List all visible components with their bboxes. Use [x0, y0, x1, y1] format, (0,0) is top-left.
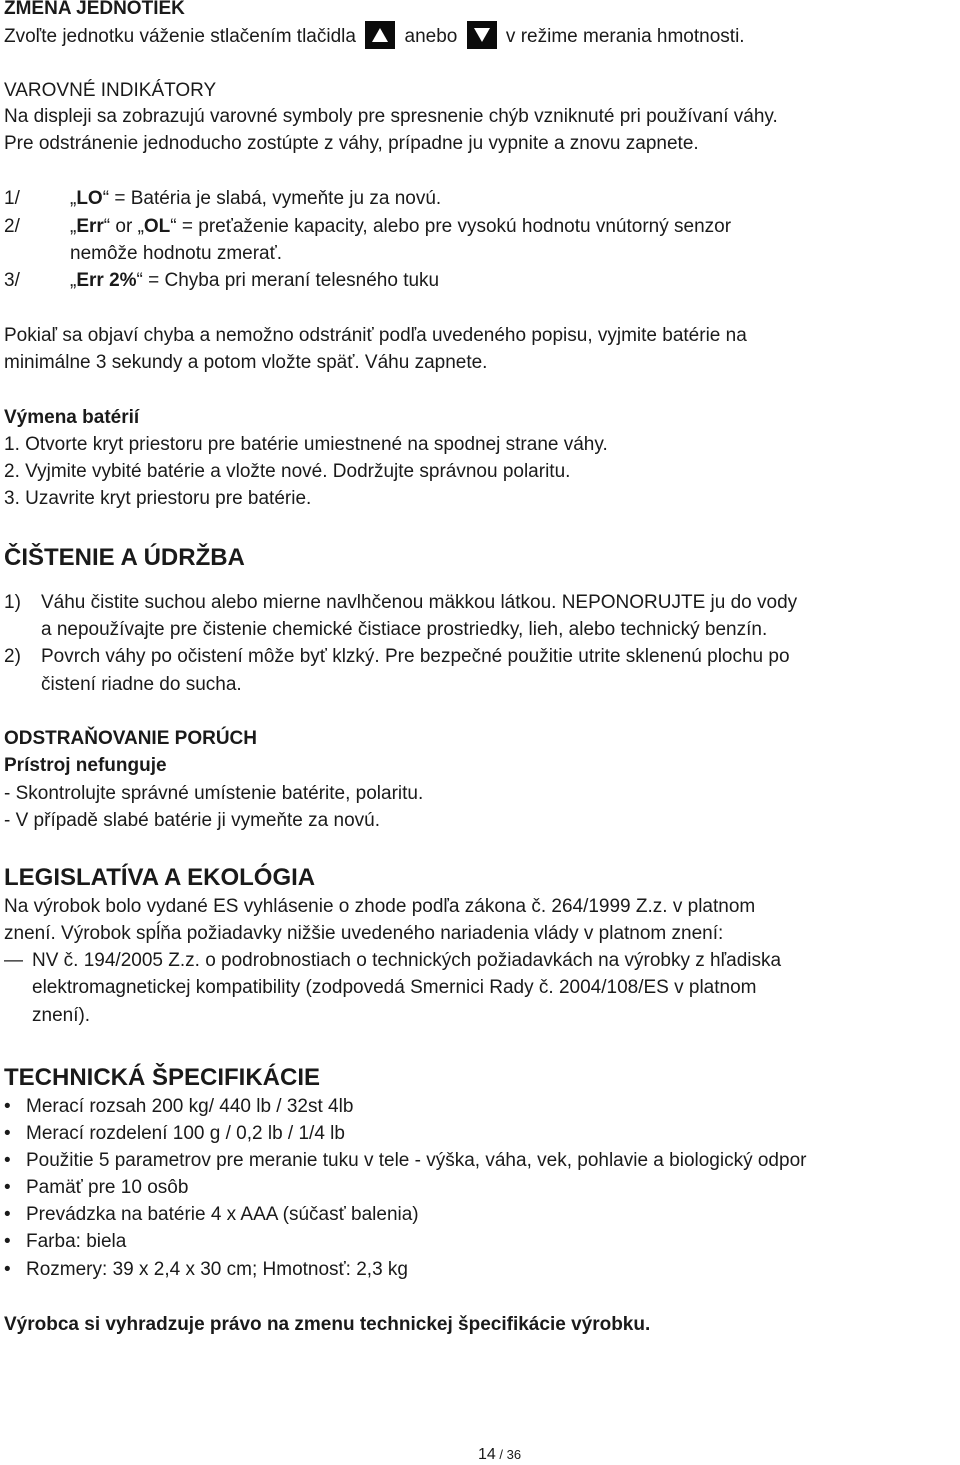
battery-heading: Výmena batérií	[4, 407, 140, 428]
warnings-note-2: minimálne 3 sekundy a potom vložte späť. Váhu zapnete.	[4, 352, 488, 373]
legislation-item	[4, 948, 781, 974]
bullet: •	[4, 1150, 11, 1171]
spec-item-text: Použitie 5 parametrov pre meranie tuku v tele - výška, váha, vek, pohlavie a biologický odpor	[26, 1150, 807, 1171]
bullet: •	[4, 1096, 11, 1117]
bullet: •	[4, 1231, 11, 1252]
warning-item-text: = Batéria je slabá, vymeňte ju za novú.	[109, 188, 442, 209]
triangle-up-icon	[365, 21, 395, 49]
units-text-after: v režime merania hmotnosti.	[505, 26, 745, 47]
cleaning-item-2-continued: čistení riadne do sucha.	[41, 674, 242, 695]
warning-item-text: = Chyba pri meraní telesného tuku	[142, 270, 440, 291]
cleaning-heading: ČIŠTENIE A ÚDRŽBA	[4, 544, 245, 571]
bullet: •	[4, 1259, 11, 1280]
units-heading: ZMENA JEDNOTIEK	[4, 0, 185, 19]
warning-item-number: 2/	[4, 216, 20, 237]
quote-open: „	[70, 188, 77, 209]
legislation-line-2: znení. Výrobok spĺňa požiadavky nižšie uvedeného nariadenia vlády v platnom znení:	[4, 923, 724, 944]
units-text-before: Zvoľte jednotku váženie stlačením tlačidla	[4, 26, 356, 47]
battery-step-2: 2. Vyjmite vybité batérie a vložte nové. Dodržujte správnou polaritu.	[4, 461, 571, 482]
warning-item-3	[4, 268, 439, 294]
spec-item-3	[4, 1148, 806, 1174]
page-separator: /	[495, 1447, 507, 1462]
triangle-down-icon	[467, 21, 497, 49]
quote-close: “	[136, 270, 143, 291]
dash-bullet: —	[4, 950, 23, 971]
spec-item-1	[4, 1094, 353, 1120]
cleaning-item-text: Povrch váhy po očistení môže byť klzký. Pre bezpečné použitie utrite sklenenú plochu po	[41, 646, 790, 667]
warnings-heading: VAROVNÉ INDIKÁTORY	[4, 80, 217, 101]
legislation-item-continued-1: elektromagnetickej kompatibility (zodpovedá Smernici Rady č. 2004/108/ES v platnom	[32, 977, 757, 998]
warning-item-2	[4, 214, 731, 240]
page-total: 36	[506, 1447, 522, 1462]
spec-item-text: Prevádzka na batérie 4 x AAA (súčasť balenia)	[26, 1204, 419, 1225]
cleaning-item-1	[4, 590, 797, 616]
troubleshooting-heading: ODSTRAŇOVANIE PORÚCH	[4, 728, 257, 749]
legislation-item-continued-2: znení).	[32, 1005, 91, 1026]
warnings-line-1: Na displeji sa zobrazujú varovné symboly pre spresnenie chýb vzniknuté pri používaní váhy.	[4, 106, 778, 127]
troubleshooting-line-1: - Skontrolujte správné umístenie batérite, polaritu.	[4, 783, 424, 804]
spec-item-4	[4, 1175, 188, 1201]
specs-disclaimer: Výrobca si vyhradzuje právo na zmenu technickej špecifikácie výrobku.	[4, 1314, 651, 1335]
troubleshooting-subheading: Prístroj nefunguje	[4, 755, 167, 776]
spec-item-text: Pamäť pre 10 osôb	[26, 1177, 189, 1198]
warning-item-1	[4, 186, 441, 212]
error-code: OL	[143, 216, 171, 237]
cleaning-item-number: 2)	[4, 646, 21, 667]
error-code: Err	[76, 216, 104, 237]
bullet: •	[4, 1123, 11, 1144]
legislation-item-text: NV č. 194/2005 Z.z. o podrobnostiach o technických požiadavkách na výrobky z hľadiska	[32, 950, 782, 971]
error-code: Err 2%	[76, 270, 137, 291]
cleaning-item-text: Váhu čistite suchou alebo mierne navlhčenou mäkkou látkou. NEPONORUJTE ju do vody	[41, 592, 798, 613]
spec-item-2	[4, 1121, 345, 1147]
page-number	[478, 1445, 521, 1465]
spec-item-5	[4, 1202, 419, 1228]
quote-close: “	[102, 188, 110, 209]
spec-item-7	[4, 1257, 408, 1283]
legislation-heading: LEGISLATÍVA A EKOLÓGIA	[4, 864, 316, 891]
cleaning-item-1-continued: a nepoužívajte pre čistenie chemické čistiace prostriedky, lieh, alebo technický benzín.	[41, 619, 768, 640]
warnings-line-2: Pre odstránenie jednoducho zostúpte z váhy, prípadne ju vypnite a znovu zapnete.	[4, 133, 699, 154]
spec-item-text: Rozmery: 39 x 2,4 x 30 cm; Hmotnosť: 2,3 kg	[26, 1259, 408, 1280]
spec-item-text: Merací rozsah 200 kg/ 440 lb / 32st 4lb	[26, 1096, 354, 1117]
warning-item-or: or	[110, 216, 138, 237]
units-text	[4, 24, 745, 50]
cleaning-item-2	[4, 644, 790, 670]
quote-open: „	[137, 216, 144, 237]
cleaning-item-number: 1)	[4, 592, 21, 613]
error-code: LO	[76, 188, 103, 209]
legislation-line-1: Na výrobok bolo vydané ES vyhlásenie o zhode podľa zákona č. 264/1999 Z.z. v platnom	[4, 896, 756, 917]
battery-step-3: 3. Uzavrite kryt priestoru pre batérie.	[4, 488, 312, 509]
battery-step-1: 1. Otvorte kryt priestoru pre batérie umiestnené na spodnej strane váhy.	[4, 434, 608, 455]
troubleshooting-line-2: - V případě slabé batérie ji vymeňte za novú.	[4, 810, 380, 831]
bullet: •	[4, 1177, 11, 1198]
quote-close: “	[103, 216, 111, 237]
quote-open: „	[70, 270, 77, 291]
warning-item-number: 1/	[4, 188, 20, 209]
spec-item-text: Merací rozdelení 100 g / 0,2 lb / 1/4 lb	[26, 1123, 345, 1144]
specs-heading: TECHNICKÁ ŠPECIFIKÁCIE	[4, 1064, 321, 1091]
bullet: •	[4, 1204, 11, 1225]
warning-item-2-continued: nemôže hodnotu zmerať.	[70, 243, 283, 264]
quote-open: „	[70, 216, 77, 237]
warning-item-text: = preťaženie kapacity, alebo pre vysokú hodnotu vnútorný senzor	[176, 216, 732, 237]
units-text-middle: anebo	[404, 26, 458, 47]
warnings-note-1: Pokiaľ sa objaví chyba a nemožno odstrániť podľa uvedeného popisu, vyjmite batérie na	[4, 325, 747, 346]
spec-item-text: Farba: biela	[26, 1231, 127, 1252]
warning-item-number: 3/	[4, 270, 20, 291]
quote-close: “	[170, 216, 177, 237]
page-current: 14	[478, 1446, 496, 1463]
spec-item-6	[4, 1229, 126, 1255]
